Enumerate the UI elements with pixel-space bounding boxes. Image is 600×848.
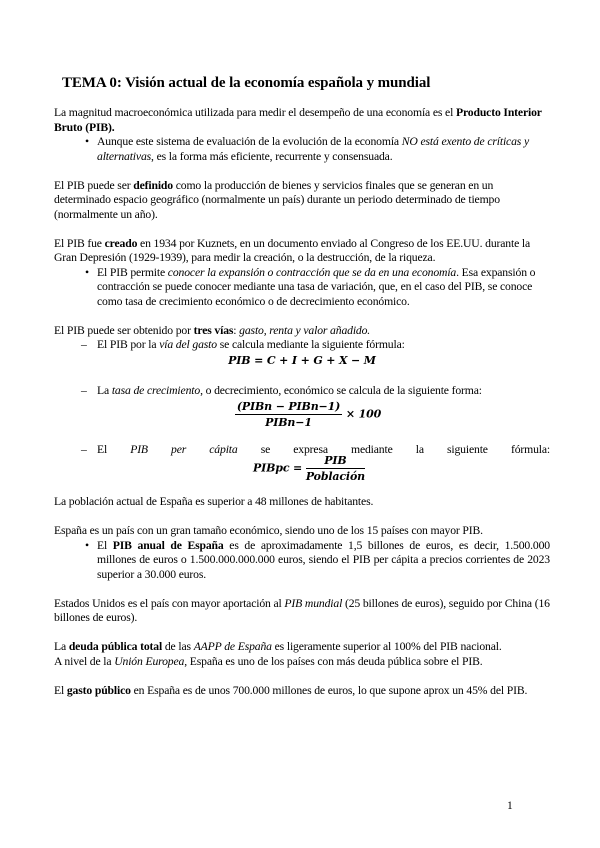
text: El: [97, 442, 131, 456]
dash-item-tasa-crecimiento: [54, 384, 550, 399]
italic-text: PIB per cápita: [130, 442, 238, 456]
italic-text: tasa de crecimiento: [111, 384, 201, 397]
text: como la producción de bienes y servicios finales que se generan en un determinado espacio geográfico (normalmente un país) durante un periodo determinado de tiempo (normalmente un año).: [54, 178, 500, 221]
bold-term-creado: creado: [104, 236, 138, 250]
paragraph-gasto-publico: [54, 684, 550, 699]
text: La: [97, 384, 112, 397]
text: es ligeramente superior al 100% del PIB nacional.: [271, 640, 502, 653]
paragraph-pib-creado: [54, 237, 550, 266]
italic-text: PIB mundial: [284, 596, 343, 610]
paragraph-poblacion: La población actual de España es superior a 48 millones de habitantes.: [54, 495, 374, 508]
dash-item-pib-per-capita: [54, 443, 550, 458]
text: La: [54, 640, 69, 653]
dash-marker: –: [81, 384, 87, 397]
text: El PIB permite: [97, 265, 168, 279]
paragraph-pib-definido: [54, 179, 550, 223]
bold-term-tres-vias: tres vías: [193, 323, 234, 337]
text: es de aproximadamente 1,5 billones de euros, es decir, 1.500.000 millones de euros o 1.500.000.000.000 euros, siendo el PIB per cápita a precios corrientes de 2023 superior a 30.000 euros.: [97, 538, 550, 581]
dash-marker: –: [81, 442, 87, 456]
bold-term-definido: definido: [133, 178, 173, 192]
text: , España es uno de los países con más deuda pública sobre el PIB.: [184, 654, 483, 668]
text: La magnitud macroeconómica utilizada para medir el desempeño de una economía es el: [54, 106, 456, 119]
italic-text: vía del gasto: [159, 338, 217, 351]
formula-pib-per-capita: [54, 454, 550, 483]
text: de las: [162, 640, 194, 653]
document-body: [54, 106, 550, 698]
bold-term-deuda: deuda pública total: [68, 640, 163, 653]
paragraph-pib-intro: [54, 106, 550, 135]
text: (25 billones de euros), seguido por China (16 billones de euros).: [54, 596, 550, 624]
bold-term-pib-anual: PIB anual de España: [112, 538, 224, 552]
bullet-item-pib-anual: [54, 539, 550, 583]
bold-term-pib: Producto Interior Bruto (PIB).: [54, 106, 542, 134]
text: El PIB puede ser obtenido por: [54, 323, 194, 337]
fraction-numerator: (PIBn − PIBn−1): [236, 399, 341, 413]
bullet-item-expansion: [54, 266, 550, 310]
paragraph-tres-vias: [54, 324, 550, 339]
bullet-marker: •: [85, 135, 89, 148]
formula-lhs: PIBpc =: [253, 461, 303, 475]
text: El: [97, 538, 113, 552]
fraction: [306, 454, 365, 483]
fraction-numerator: PIB: [306, 454, 365, 469]
fraction-denominator: Población: [305, 470, 365, 483]
text: en España es de unos 700.000 millones de euros, lo que supone aprox un 45% del PIB.: [130, 683, 528, 697]
formula-tasa-crecimiento: [54, 400, 550, 429]
text: en 1934 por Kuznets, en un documento enviado al Congreso de los EE.UU. durante la Gran Depresión (1929-1939), para medir la creación, o la destrucción, de la riqueza.: [54, 236, 531, 264]
text: . Esa expansión o contracción se puede conocer mediante una tasa de variación, que, en el caso del PIB, se conoce como tasa de crecimiento económico o de decrecimiento económico.: [97, 265, 536, 308]
formula-pib-gasto: PIB = C + I + G + X − M: [228, 353, 376, 367]
italic-text: Unión Europea: [114, 654, 185, 668]
italic-text: gasto, renta y valor añadido.: [239, 323, 371, 337]
bold-term-gasto: gasto público: [66, 683, 131, 697]
italic-text: AAPP de España: [193, 640, 272, 653]
text: , o decrecimiento, económico se calcula de la siguiente forma:: [200, 384, 482, 397]
paragraph-pib-mundial: [54, 597, 550, 626]
paragraph-deuda-publica: [54, 640, 550, 655]
paragraph-tamano-economico: España es un país con un gran tamaño económico, siendo uno de los 15 países con mayor PIB.: [54, 524, 483, 537]
dash-item-via-gasto: [54, 338, 550, 353]
page-number: 1: [507, 800, 513, 812]
bullet-marker: •: [85, 538, 89, 552]
text: A nivel de la: [54, 654, 115, 668]
text: Estados Unidos es el país con mayor aportación al: [54, 596, 285, 610]
fraction: [235, 400, 342, 429]
bullet-item-criticas: [54, 135, 550, 164]
fraction-denominator: PIBn−1: [265, 415, 312, 429]
bullet-marker: •: [85, 265, 89, 279]
multiplier: × 100: [345, 407, 382, 420]
text: El: [54, 683, 67, 697]
text: El PIB fue: [54, 236, 105, 250]
text: :: [233, 323, 240, 337]
dash-marker: –: [81, 338, 87, 351]
italic-text: conocer la expansión o contracción que se da en una economía: [167, 265, 457, 279]
text: se calcula mediante la siguiente fórmula:: [216, 338, 405, 351]
text: , es la forma más eficiente, recurrente y consensuada.: [151, 149, 393, 163]
text: se expresa mediante la siguiente fórmula:: [237, 442, 550, 456]
paragraph-union-europea: [54, 655, 550, 670]
text: El PIB puede ser: [54, 178, 134, 192]
text: El PIB por la: [97, 338, 160, 351]
text: Aunque este sistema de evaluación de la evolución de la economía: [97, 135, 402, 148]
page-title: TEMA 0: Visión actual de la economía española y mundial: [62, 75, 431, 91]
italic-text: NO está exento de críticas y alternativas: [97, 135, 529, 163]
